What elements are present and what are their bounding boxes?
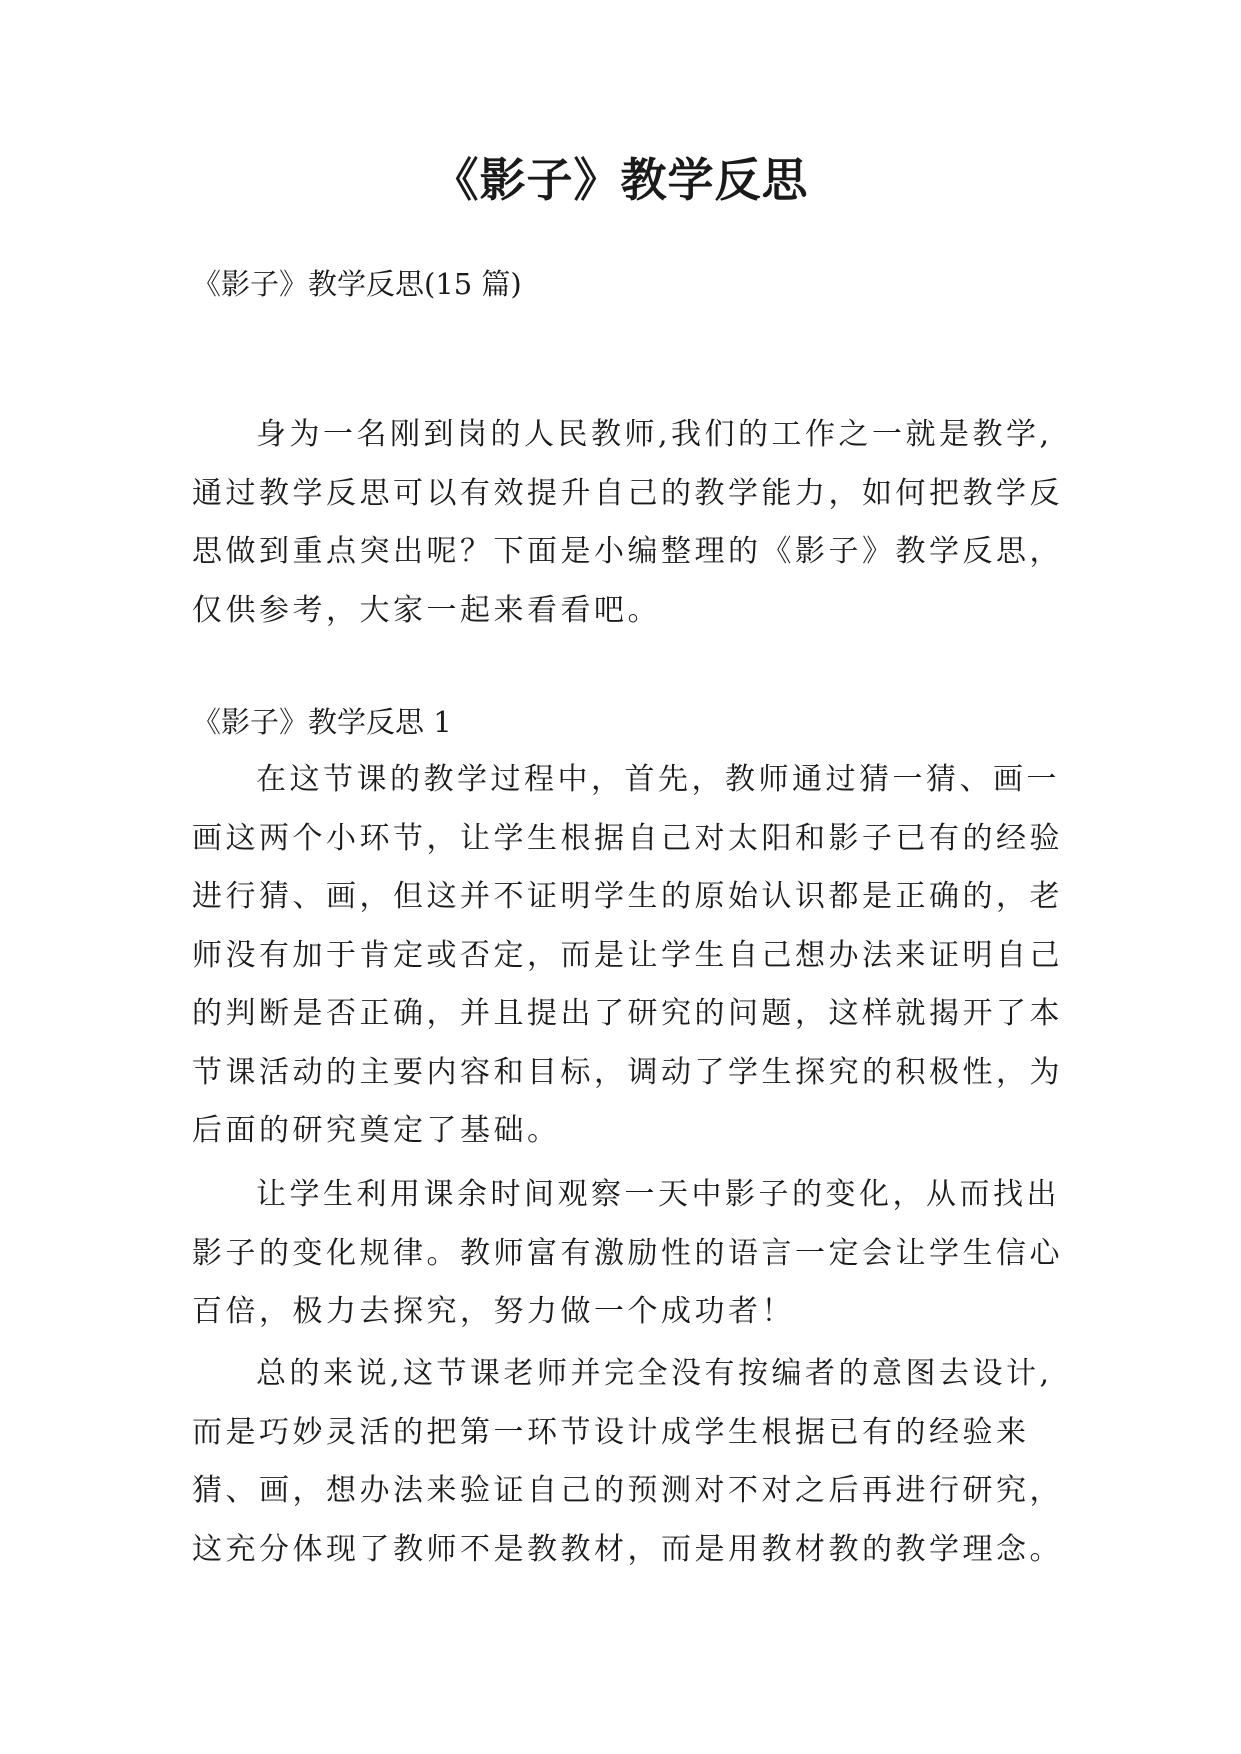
paragraph-3 (192, 1345, 1062, 1579)
intro-paragraph (192, 406, 1062, 640)
intro-line: 思做到重点突出呢？下面是小编整理的《影子》教学反思， (192, 534, 1063, 569)
paragraph-line: 师没有加于肯定或否定，而是让学生自己想办法来证明自己 (192, 937, 1063, 973)
paragraph-line: 后面的研究奠定了基础。 (192, 1113, 561, 1148)
paragraph-line: 让学生利用课余时间观察一天中影子的变化，从而找出 (256, 1177, 1060, 1212)
paragraph-line: 百倍，极力去探究，努力做一个成功者！ (192, 1294, 795, 1329)
paragraph-line: 这充分体现了教师不是教教材，而是用教材教的教学理念。 (192, 1531, 1063, 1567)
intro-line: 仅供参考，大家一起来看看吧。 (192, 592, 661, 628)
paragraph-line: 的判断是否正确，并且提出了研究的问题，这样就揭开了本 (192, 996, 1063, 1031)
document-title: 《影子》教学反思 (432, 153, 809, 207)
intro-line: 通过教学反思可以有效提升自己的教学能力，如何把教学反 (192, 475, 1063, 511)
paragraph-1 (192, 751, 1062, 1161)
paragraph-2 (192, 1166, 1062, 1342)
paragraph-line: 画这两个小环节，让学生根据自己对太阳和影子已有的经验 (192, 820, 1063, 856)
paragraph-line: 而是巧妙灵活的把第一环节设计成学生根据已有的经验来 (192, 1414, 1030, 1450)
document-subtitle: 《影子》教学反思(15 篇) (192, 267, 522, 301)
paragraph-line: 猜、画，想办法来验证自己的预测对不对之后再进行研究， (192, 1473, 1063, 1508)
paragraph-line: 节课活动的主要内容和目标，调动了学生探究的积极性，为 (192, 1054, 1063, 1090)
paragraph-line: 影子的变化规律。教师富有激励性的语言一定会让学生信心 (192, 1235, 1063, 1271)
intro-line: 身为一名刚到岗的人民教师,我们的工作之一就是教学, (256, 417, 1053, 452)
section-heading: 《影子》教学反思 1 (192, 705, 452, 739)
paragraph-line: 进行猜、画，但这并不证明学生的原始认识都是正确的，老 (192, 879, 1063, 914)
paragraph-line: 在这节课的教学过程中，首先，教师通过猜一猜、画一 (256, 762, 1060, 797)
paragraph-line: 总的来说,这节课老师并完全没有按编者的意图去设计, (256, 1356, 1053, 1391)
